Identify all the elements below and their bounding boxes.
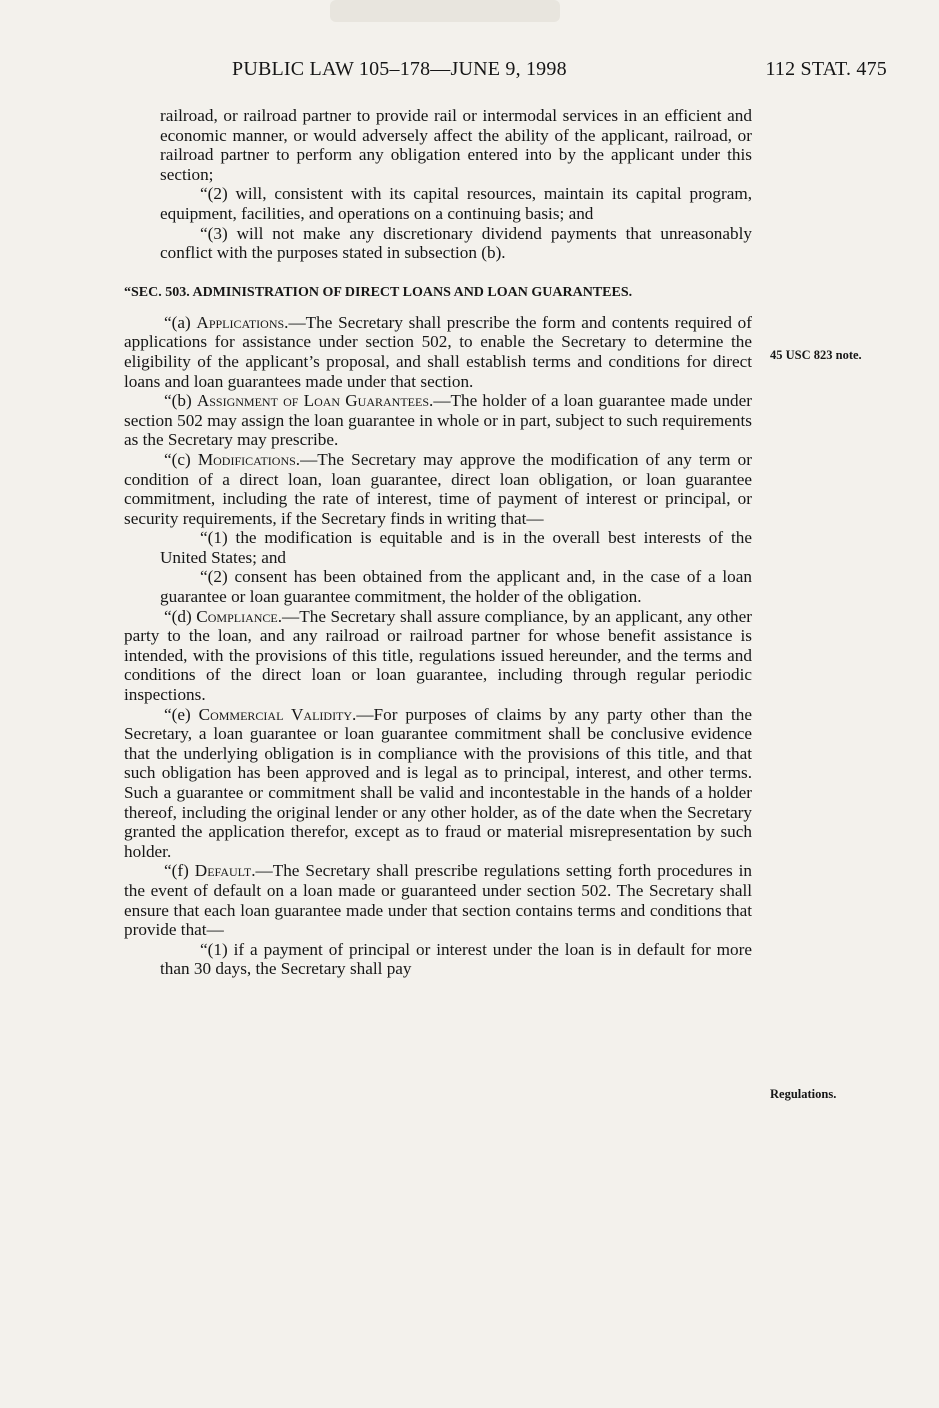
subsection-d: [124, 607, 752, 705]
subsection-c-1: “(1) the modification is equitable and is in the overall best interests of the United States; and: [160, 528, 752, 567]
paragraph-3: “(3) will not make any discretionary dividend payments that unreasonably conflict with the purposes stated in subsection (b).: [160, 223, 752, 263]
running-header: [0, 58, 939, 88]
subsection-f-1: “(1) if a payment of principal or interest under the loan is in default for more than 30 days, the Secretary shall pay: [160, 939, 752, 979]
subsection-f-prefix: “(f): [164, 861, 195, 881]
subsection-f-text: —The Secretary shall prescribe regulations setting forth procedures in the event of default on a loan made or guaranteed under section 502. The Secretary shall ensure that each loan guarantee made under that section contains terms and conditions that provide that—: [124, 861, 752, 940]
scan-artifact: [330, 0, 560, 22]
subsection-c-text: —The Secretary may approve the modification of any term or condition of a direct loan, loan guarantee, direct loan obligation, or loan guarantee commitment, including the rate of interest, time of payment of interest or principal, or security requirements, if the Secretary finds in writing that—: [124, 449, 752, 528]
margin-note-regulations: Regulations.: [770, 1087, 837, 1101]
subsection-a-heading: Applications.: [196, 312, 289, 332]
paragraph-continued: railroad, or railroad partner to provide rail or intermodal services in an efficient and economic manner, or would adversely affect the ability of the applicant, railroad, or railroad partner to perform any obligation entered into by the applicant under this section;: [160, 106, 752, 184]
section-heading: “SEC. 503. ADMINISTRATION OF DIRECT LOANS AND LOAN GUARANTEES.: [124, 284, 633, 300]
subsection-a-prefix: “(a): [164, 312, 197, 332]
subsection-d-text: —The Secretary shall assure compliance, by an applicant, any other party to the loan, and any railroad or railroad partner for whose benefit assistance is intended, with the provisions of this title, regulations issued hereunder, and the terms and conditions of the direct loan or loan guarantee, including through regular periodic inspections.: [124, 606, 753, 705]
subsection-e-heading: Commercial Validity.: [198, 704, 357, 724]
subsection-e-text: —For purposes of claims by any party other than the Secretary, a loan guarantee or loan guarantee commitment shall be conclusive evidence that the underlying obligation is in compliance with the provisions of this title, and that such obligation has been approved and is legal as to principal, interest, and other terms. Such a guarantee or commitment shall be valid and incontestable in the hands of a holder thereof, including the original lender or any other holder, as of the date when the Secretary granted the application therefor, except as to fraud or material misrepresentation by such holder.: [124, 704, 752, 861]
subsection-e-prefix: “(e): [164, 704, 199, 724]
subsection-b-prefix: “(b): [164, 391, 197, 411]
subsection-c-prefix: “(c): [164, 449, 198, 469]
subsection-d-heading: Compliance.: [196, 606, 283, 626]
paragraph-2: “(2) will, consistent with its capital resources, maintain its capital program, equipment, facilities, and operations on a continuing basis; and: [160, 184, 752, 223]
subsection-a-text: —The Secretary shall prescribe the form and contents required of applications for assistance under section 502, to enable the Secretary to determine the eligibility of the applicant’s proposal, and shall establish terms and conditions for direct loans and loan guarantees made under that section.: [124, 312, 752, 391]
subsection-f: [124, 861, 752, 939]
subsection-a: [124, 313, 752, 391]
body-text: [124, 106, 752, 979]
subsection-b-text: —The holder of a loan guarantee made under section 502 may assign the loan guarantee in whole or in part, subject to such requirements as the Secretary may prescribe.: [124, 391, 752, 450]
header-stat-page: 112 STAT. 475: [765, 58, 887, 80]
header-title: PUBLIC LAW 105–178—JUNE 9, 1998: [232, 58, 567, 80]
subsection-c: [124, 450, 752, 528]
subsection-d-prefix: “(d): [164, 606, 197, 626]
subsection-c-heading: Modifications.: [197, 449, 301, 469]
subsection-e: [124, 705, 752, 862]
subsection-b: [124, 391, 752, 450]
subsection-b-heading: Assignment of Loan Guarantees.: [196, 391, 434, 411]
margin-note-citation: 45 USC 823 note.: [770, 348, 862, 362]
subsection-f-heading: Default.: [194, 861, 256, 881]
subsection-c-2: “(2) consent has been obtained from the applicant and, in the case of a loan guarantee or loan guarantee commitment, the holder of the obligation.: [160, 567, 752, 607]
